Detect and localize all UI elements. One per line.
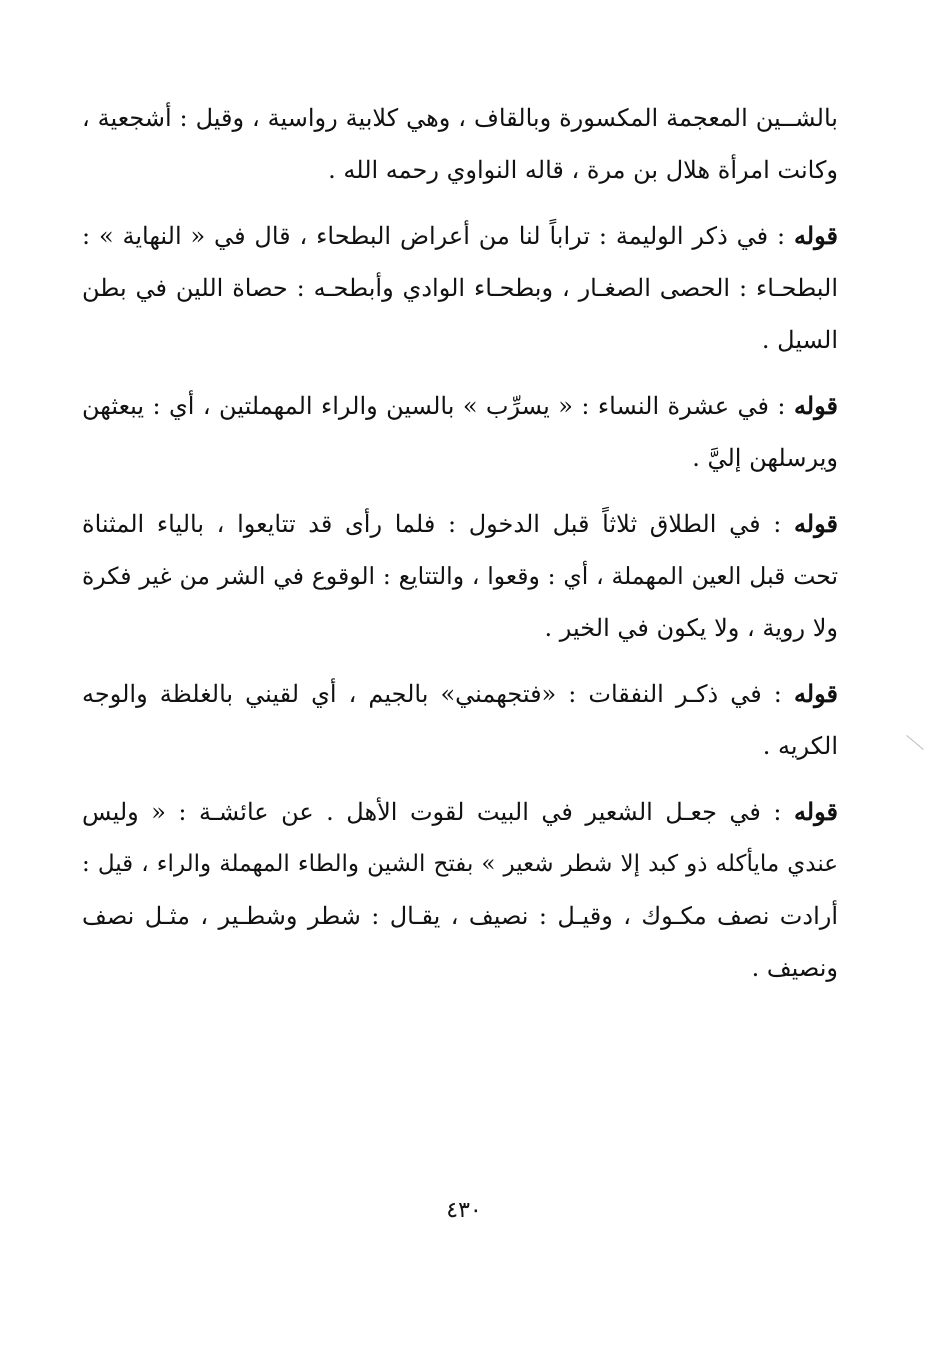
line-text: : في الطلاق ثلاثاً قبل الدخول : فلما رأى قد تتايعوا ، بالياء المثناة — [82, 510, 794, 538]
text-line: السيل . — [761, 326, 838, 354]
page-body — [82, 92, 838, 1008]
keyword-qawluhu: قوله — [793, 221, 838, 250]
line-text: : في جعـل الشعير في البيت لقوت الأهل . عن عائشـة : « وليس — [82, 798, 794, 826]
paragraph-3 — [82, 380, 838, 484]
paragraph-4 — [82, 498, 838, 654]
paragraph-5 — [82, 668, 838, 772]
keyword-qawluhu: قوله — [793, 509, 838, 538]
paragraph-2 — [82, 210, 838, 366]
text-line — [82, 380, 838, 432]
text-line: أرادت نصف مكـوك ، وقيـل : نصيف ، يقـال : شطر وشطـير ، مثـل نصف — [82, 902, 838, 930]
text-line: ونصيف . — [751, 954, 838, 982]
text-line — [82, 210, 838, 262]
text-line: تحت قبل العين المهملة ، أي : وقعوا ، والتتايع : الوقوع في الشر من غير فكرة — [82, 562, 838, 590]
text-line: بالشــين المعجمة المكسورة وبالقاف ، وهي كلابية رواسية ، وقيل : أشجعية ، — [82, 104, 838, 132]
text-line: عندي مايأكله ذو كبد إلا شطر شعير » بفتح الشين والطاء المهملة والراء ، قيل : — [82, 851, 838, 877]
text-line — [82, 668, 838, 720]
keyword-qawluhu: قوله — [793, 797, 838, 826]
paragraph-1 — [82, 92, 838, 196]
keyword-qawluhu: قوله — [793, 679, 838, 708]
paragraph-6 — [82, 786, 838, 994]
text-line — [82, 498, 838, 550]
text-line: الكريه . — [762, 732, 838, 760]
scan-mark — [906, 735, 923, 750]
text-line: البطحـاء : الحصى الصغـار ، وبطحـاء الوادي وأبطحـه : حصاة اللين في بطن — [82, 274, 838, 302]
text-line — [82, 786, 838, 838]
line-text: : في عشرة النساء : « يسرِّب » بالسين والراء المهملتين ، أي : يبعثهن — [82, 392, 794, 420]
keyword-qawluhu: قوله — [793, 391, 838, 420]
line-text: : في ذكـر النفقات : «فتجهمني» بالجيم ، أي لقيني بالغلظة والوجه — [82, 680, 794, 708]
text-line: وكانت امرأة هلال بن مرة ، قاله النواوي رحمه الله . — [328, 156, 838, 184]
text-line: ويرسلهن إليَّ . — [692, 444, 838, 472]
line-text: : في ذكر الوليمة : تراباً لنا من أعراض البطحاء ، قال في « النهاية » : — [82, 222, 794, 250]
text-line: ولا روية ، ولا يكون في الخير . — [544, 614, 838, 642]
page-number: ٤٣٠ — [446, 1198, 482, 1223]
